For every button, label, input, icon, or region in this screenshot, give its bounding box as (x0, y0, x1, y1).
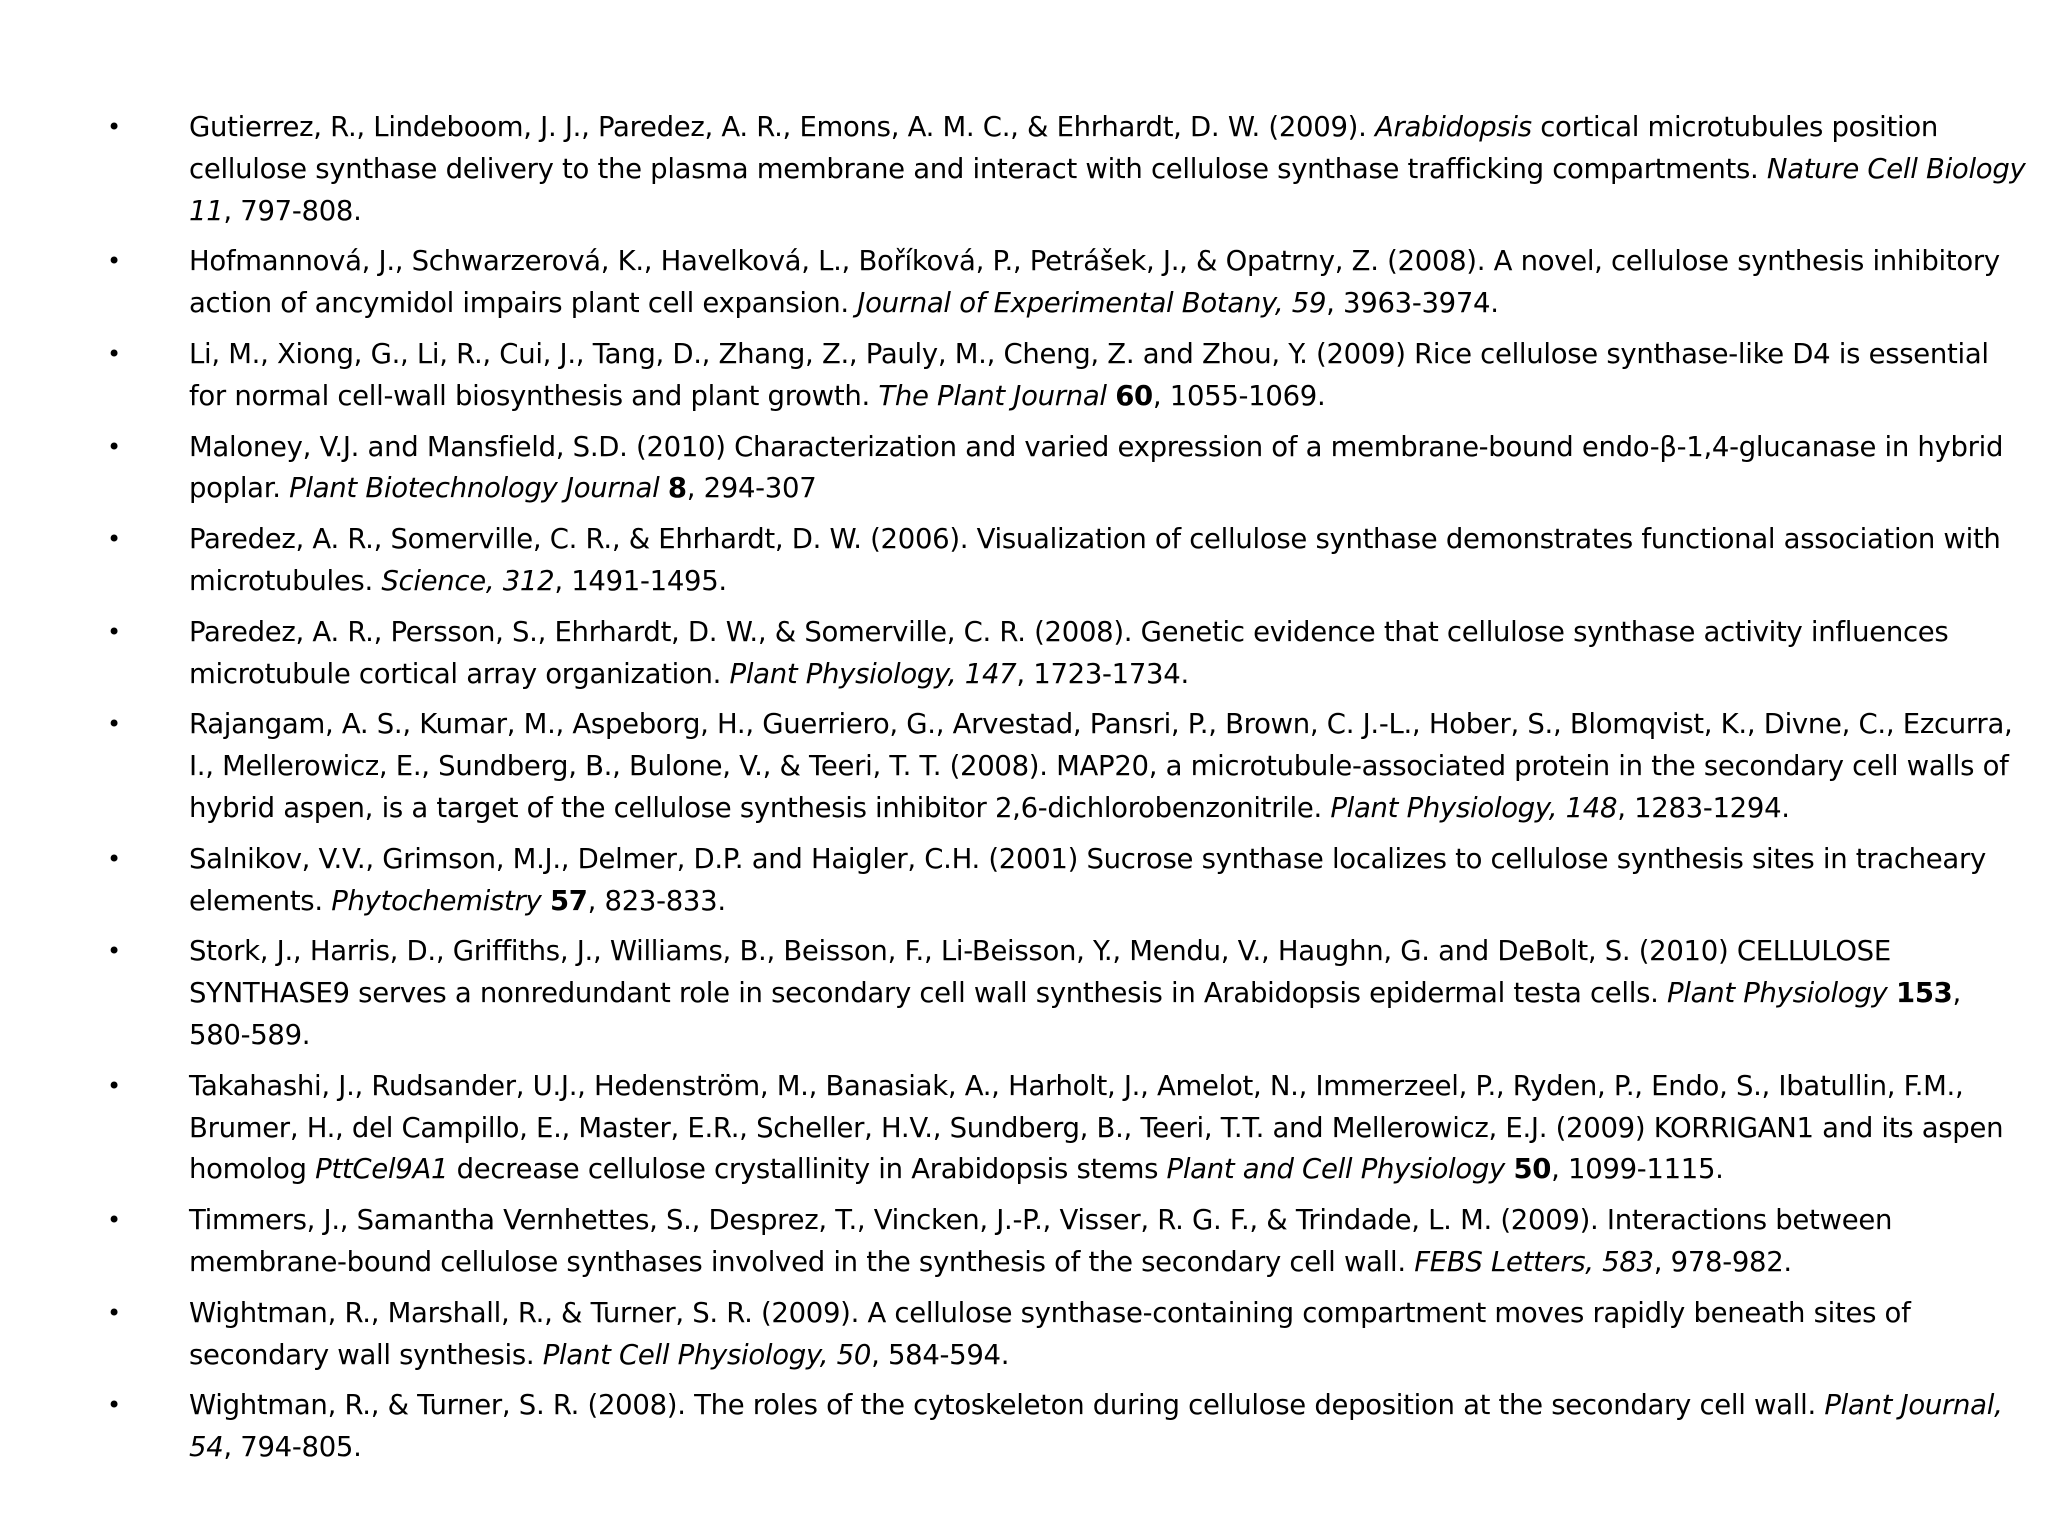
bullet-icon: • (107, 1206, 121, 1235)
reference-text-segment (1888, 977, 1896, 1009)
reference-list (0, 107, 2048, 1478)
bullet-icon: • (107, 525, 121, 554)
reference-item (0, 1066, 2048, 1191)
reference-text-segment: FEBS Letters, 583 (1414, 1245, 1654, 1278)
reference-text-segment: , 794-805. (223, 1431, 362, 1464)
reference-text-segment: Timmers, J., Samantha Vernhettes, S., Desprez, T., Vincken, J.-P., Visser, R. G. F., & Trindade, L. M. (2009). Interactions between membrane-bound cellulose synthases involved in the synthesis of the secondary cell wall. (189, 1204, 1893, 1278)
bullet-icon: • (107, 339, 121, 368)
reference-item (0, 704, 2048, 829)
reference-text-segment: Plant Physiology, 148 (1330, 791, 1618, 824)
reference-text-segment: Plant and Cell Physiology (1166, 1153, 1505, 1186)
reference-text-segment: Science, 312 (381, 564, 555, 597)
reference-text-segment: decrease cellulose crystallinity in Arabidopsis stems (448, 1153, 1167, 1186)
reference-text-segment (542, 885, 550, 917)
reference-text-segment: , 294-307 (686, 472, 817, 505)
reference-text-segment: 50 (1513, 1153, 1552, 1186)
bullet-icon: • (107, 844, 121, 873)
bullet-icon: • (107, 432, 121, 461)
reference-text-segment: Gutierrez, R., Lindeboom, J. J., Paredez, A. R., Emons, A. M. C., & Ehrhardt, D. W. (2009). (189, 111, 1375, 143)
reference-text-segment: Plant Cell Physiology, 50 (542, 1338, 872, 1371)
reference-text-segment: , 797-808. (223, 194, 362, 227)
reference-text-segment: Nature Cell Biology 11 (189, 152, 2026, 227)
reference-text-segment (659, 472, 667, 504)
reference-text-segment: Plant Biotechnology Journal (289, 472, 660, 505)
reference-item (0, 1293, 2048, 1377)
reference-item (0, 241, 2048, 325)
reference-text-segment: Salnikov, V.V., Grimson, M.J., Delmer, D.P. and Haigler, C.H. (2001) Sucrose synthase localizes to cellulose synthesis sites in tracheary elements. (189, 842, 1986, 917)
reference-text-segment: , 580-589. (189, 977, 1961, 1051)
bullet-icon: • (107, 1391, 121, 1420)
reference-text-segment: Stork, J., Harris, D., Griffiths, J., Williams, B., Beisson, F., Li-Beisson, Y., Mendu, V., Haughn, G. and DeBolt, S. (2010) CELLULOSE SYNTHASE9 serves a nonredundant role in secondary cell wall synthesis in Arabidopsis epidermal testa cells. (189, 935, 1891, 1010)
reference-text-segment: Plant Physiology (1667, 977, 1888, 1010)
reference-text-segment: Paredez, A. R., Somerville, C. R., & Ehrhardt, D. W. (2006). Visualization of cellulose synthase demonstrates functional association with microtubules. (189, 523, 2001, 597)
reference-text-segment: Takahashi, J., Rudsander, U.J., Hedenström, M., Banasiak, A., Harholt, J., Amelot, N., Immerzeel, P., Ryden, P., Endo, S., Ibatullin, F.M., Brumer, H., del Campillo, E., Master, E.R., Scheller, H.V., Sundberg, B., Teeri, T.T. and Mellerowicz, E.J. (2009) KORRIGAN1 and its aspen homolog (189, 1069, 2004, 1186)
bullet-icon: • (107, 617, 121, 646)
reference-text-segment: Wightman, R., Marshall, R., & Turner, S. R. (2009). A cellulose synthase-containing compartment moves rapidly beneath sites of secondary wall synthesis. (189, 1296, 1911, 1371)
reference-item (0, 334, 2048, 418)
reference-text-segment: The Plant Journal (878, 379, 1107, 412)
bullet-icon: • (107, 247, 121, 276)
reference-text-segment: Arabidopsis (1374, 111, 1532, 143)
reference-text-segment: 57 (549, 884, 588, 917)
reference-text-segment: Plant Journal, 54 (189, 1389, 2003, 1464)
reference-item (0, 931, 2048, 1056)
bullet-icon: • (107, 1298, 121, 1327)
reference-text-segment: Hofmannová, J., Schwarzerová, K., Havelková, L., Boříková, P., Petrášek, J., & Opatrny, Z. (2008). A novel, cellulose synthesis inhibitory action of ancymidol impairs plant cell expansion. (189, 245, 2000, 320)
bullet-icon: • (107, 1071, 121, 1100)
reference-text-segment: Phytochemistry (331, 884, 542, 917)
reference-text-segment: , 1283-1294. (1617, 791, 1790, 824)
reference-item (0, 839, 2048, 923)
reference-item (0, 519, 2048, 603)
reference-item (0, 107, 2048, 232)
reference-text-segment: Rajangam, A. S., Kumar, M., Aspeborg, H., Guerriero, G., Arvestad, Pansri, P., Brown, C. J.-L., Hober, S., Blomqvist, K., Divne, C., Ezcurra, I., Mellerowicz, E., Sundberg, B., Bulone, V., & Teeri, T. T. (2008). MAP20, a microtubule-associated protein in the secondary cell walls of hybrid aspen, is a target of the cellulose synthesis inhibitor 2,6-dichlorobenzonitrile. (189, 708, 2013, 824)
reference-item (0, 427, 2048, 511)
reference-item (0, 1200, 2048, 1284)
reference-text-segment (1107, 380, 1115, 412)
reference-text-segment: , 1491-1495. (554, 564, 727, 597)
reference-text-segment: 153 (1895, 977, 1953, 1010)
reference-text-segment: Wightman, R., & Turner, S. R. (2008). The roles of the cytoskeleton during cellulose deposition at the secondary cell wall. (189, 1389, 1825, 1422)
bullet-icon: • (107, 113, 121, 141)
reference-text-segment: PttCel9A1 (315, 1153, 449, 1186)
reference-text-segment: Maloney, V.J. and Mansfield, S.D. (2010) Characterization and varied expression of a membrane-bound endo-β-1,4-glucanase in hybrid poplar. (189, 430, 2004, 505)
reference-item (0, 1385, 2048, 1469)
bullet-icon: • (107, 937, 121, 966)
reference-text-segment: Paredez, A. R., Persson, S., Ehrhardt, D. W., & Somerville, C. R. (2008). Genetic evidence that cellulose synthase activity influences microtubule cortical array organization. (189, 615, 1949, 690)
reference-text-segment: Plant Physiology, 147 (729, 657, 1017, 690)
reference-item (0, 612, 2048, 696)
reference-text-segment: , 823-833. (587, 884, 726, 917)
bullet-icon: • (107, 710, 121, 739)
reference-text-segment: , 3963-3974. (1326, 287, 1499, 320)
reference-text-segment: , 1055-1069. (1152, 379, 1326, 412)
reference-text-segment: cortical microtubules position cellulose synthase delivery to the plasma membrane and interact with cellulose synthase trafficking compartments. (189, 111, 1938, 185)
reference-text-segment: , 1723-1734. (1016, 657, 1189, 690)
reference-text-segment: Li, M., Xiong, G., Li, R., Cui, J., Tang, D., Zhang, Z., Pauly, M., Cheng, Z. and Zhou, Y. (2009) Rice cellulose synthase-like D4 is essential for normal cell-wall biosynthesis and plant growth. (189, 337, 1989, 412)
reference-text-segment: , 978-982. (1653, 1245, 1792, 1278)
reference-text-segment: 8 (667, 472, 687, 505)
reference-text-segment: , 584-594. (871, 1338, 1010, 1371)
reference-text-segment: , 1099-1115. (1551, 1153, 1724, 1186)
reference-text-segment: Journal of Experimental Botany, 59 (857, 287, 1327, 320)
reference-text-segment: 60 (1115, 379, 1153, 412)
